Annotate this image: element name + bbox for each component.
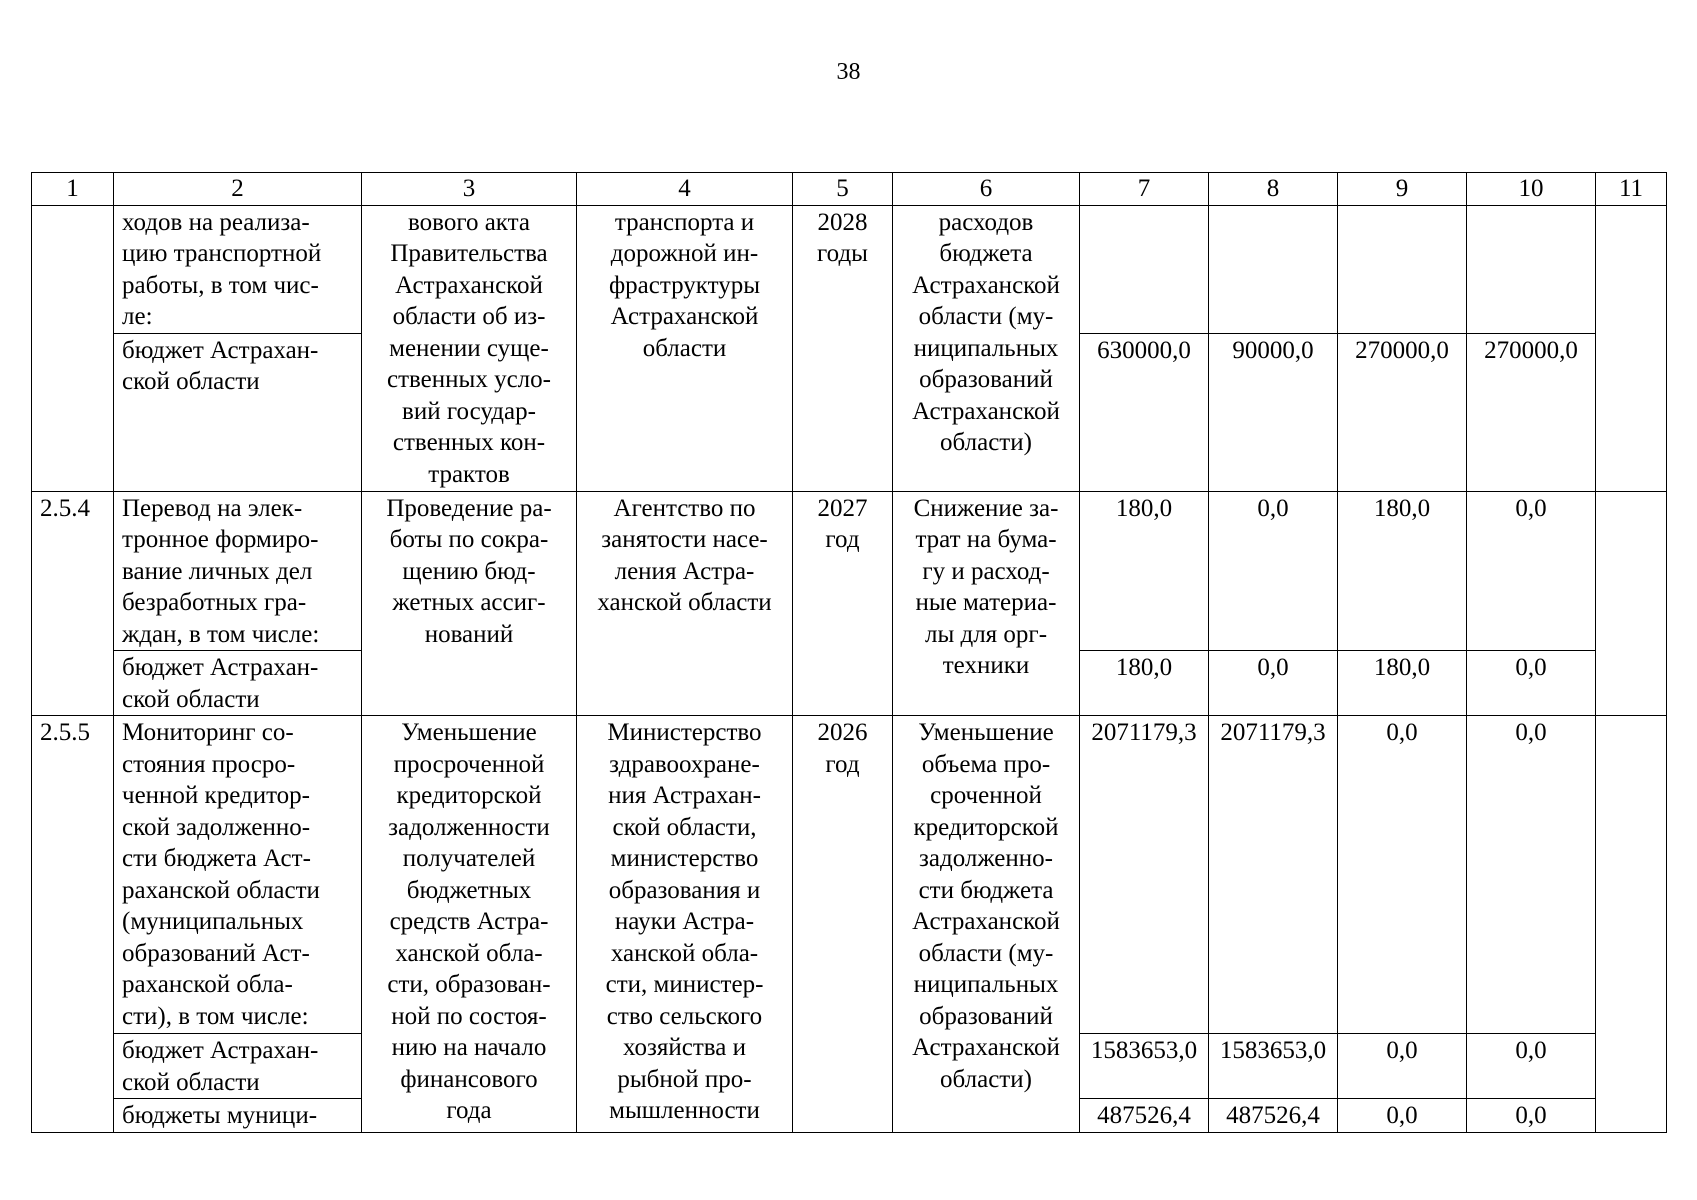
table-row [32, 491, 1667, 651]
expected-result-cell: Проведение ра- боты по сокра- щению бюд- жетных ассиг- нований [362, 491, 577, 716]
value-cell: 2071179,3 [1080, 716, 1209, 1034]
value-cell: 180,0 [1338, 491, 1467, 651]
value-cell: 487526,4 [1080, 1099, 1209, 1133]
column-number: 8 [1209, 173, 1338, 206]
value-cell: 180,0 [1080, 491, 1209, 651]
value-cell: 0,0 [1467, 651, 1596, 716]
column-number: 3 [362, 173, 577, 206]
column-number: 1 [32, 173, 114, 206]
column-number-row [32, 173, 1667, 206]
term-cell: 2028 годы [793, 205, 893, 491]
value-cell [1467, 205, 1596, 333]
note-cell [1596, 205, 1667, 491]
expected-result-cell: вового акта Правительства Астраханской области об из- менении суще- ственных усло- вий государ- ственных кон- трактов [362, 205, 577, 491]
funding-source-cell: бюджет Астрахан- ской области [114, 333, 362, 491]
column-number: 11 [1596, 173, 1667, 206]
note-cell [1596, 491, 1667, 716]
column-number: 2 [114, 173, 362, 206]
value-cell: 0,0 [1338, 1099, 1467, 1133]
funding-source-cell: бюджеты муници- [114, 1099, 362, 1133]
row-number-cell: 2.5.5 [32, 716, 114, 1133]
expected-result-cell: Уменьшение просроченной кредиторской задолженности получателей бюджетных средств Астра- ханской обла- сти, образован- ной по состоя- нию на начало финансового года [362, 716, 577, 1133]
column-number: 5 [793, 173, 893, 206]
value-cell [1338, 205, 1467, 333]
effect-cell: Снижение за- трат на бума- гу и расход- ные материа- лы для орг- техники [893, 491, 1080, 716]
value-cell: 270000,0 [1467, 333, 1596, 491]
table-row [32, 716, 1667, 1034]
column-number: 4 [577, 173, 793, 206]
measure-name-cell: Мониторинг со- стояния просро- ченной кредитор- ской задолженно- сти бюджета Аст- раханской области (муниципальных образований Аст- раханской обла- сти), в том числе: [114, 716, 362, 1034]
value-cell: 630000,0 [1080, 333, 1209, 491]
program-table [31, 172, 1667, 1133]
measure-name-cell: ходов на реализа- цию транспортной работы, в том чис- ле: [114, 205, 362, 333]
column-number: 9 [1338, 173, 1467, 206]
value-cell: 0,0 [1338, 716, 1467, 1034]
executor-cell: Агентство по занятости насе- ления Астра- ханской области [577, 491, 793, 716]
executor-cell: Министерство здравоохране- ния Астрахан- ской области, министерство образования и науки Астра- ханской обла- сти, министер- ство сельского хозяйства и рыбной про- мышленности [577, 716, 793, 1133]
row-number-cell: 2.5.4 [32, 491, 114, 716]
value-cell: 90000,0 [1209, 333, 1338, 491]
value-cell [1080, 205, 1209, 333]
executor-cell: транспорта и дорожной ин- фраструктуры Астраханской области [577, 205, 793, 491]
value-cell: 0,0 [1467, 716, 1596, 1034]
value-cell: 2071179,3 [1209, 716, 1338, 1034]
value-cell: 0,0 [1209, 491, 1338, 651]
value-cell: 487526,4 [1209, 1099, 1338, 1133]
effect-cell: расходов бюджета Астраханской области (му- ниципальных образований Астраханской области) [893, 205, 1080, 491]
value-cell: 1583653,0 [1080, 1034, 1209, 1099]
funding-source-cell: бюджет Астрахан- ской области [114, 651, 362, 716]
effect-cell: Уменьшение объема про- сроченной кредиторской задолженно- сти бюджета Астраханской области (му- ниципальных образований Астраханской области) [893, 716, 1080, 1133]
note-cell [1596, 716, 1667, 1133]
page-number: 38 [836, 59, 861, 85]
table-row [32, 205, 1667, 333]
value-cell: 0,0 [1467, 1099, 1596, 1133]
funding-source-cell: бюджет Астрахан- ской области [114, 1034, 362, 1099]
measure-name-cell: Перевод на элек- тронное формиро- вание личных дел безработных гра- ждан, в том числе: [114, 491, 362, 651]
term-cell: 2027 год [793, 491, 893, 716]
value-cell: 0,0 [1467, 491, 1596, 651]
value-cell: 0,0 [1338, 1034, 1467, 1099]
value-cell: 0,0 [1209, 651, 1338, 716]
value-cell: 270000,0 [1338, 333, 1467, 491]
value-cell: 180,0 [1338, 651, 1467, 716]
column-number: 6 [893, 173, 1080, 206]
value-cell: 1583653,0 [1209, 1034, 1338, 1099]
value-cell: 0,0 [1467, 1034, 1596, 1099]
column-number: 7 [1080, 173, 1209, 206]
value-cell [1209, 205, 1338, 333]
value-cell: 180,0 [1080, 651, 1209, 716]
row-number-cell [32, 205, 114, 491]
column-number: 10 [1467, 173, 1596, 206]
term-cell: 2026 год [793, 716, 893, 1133]
